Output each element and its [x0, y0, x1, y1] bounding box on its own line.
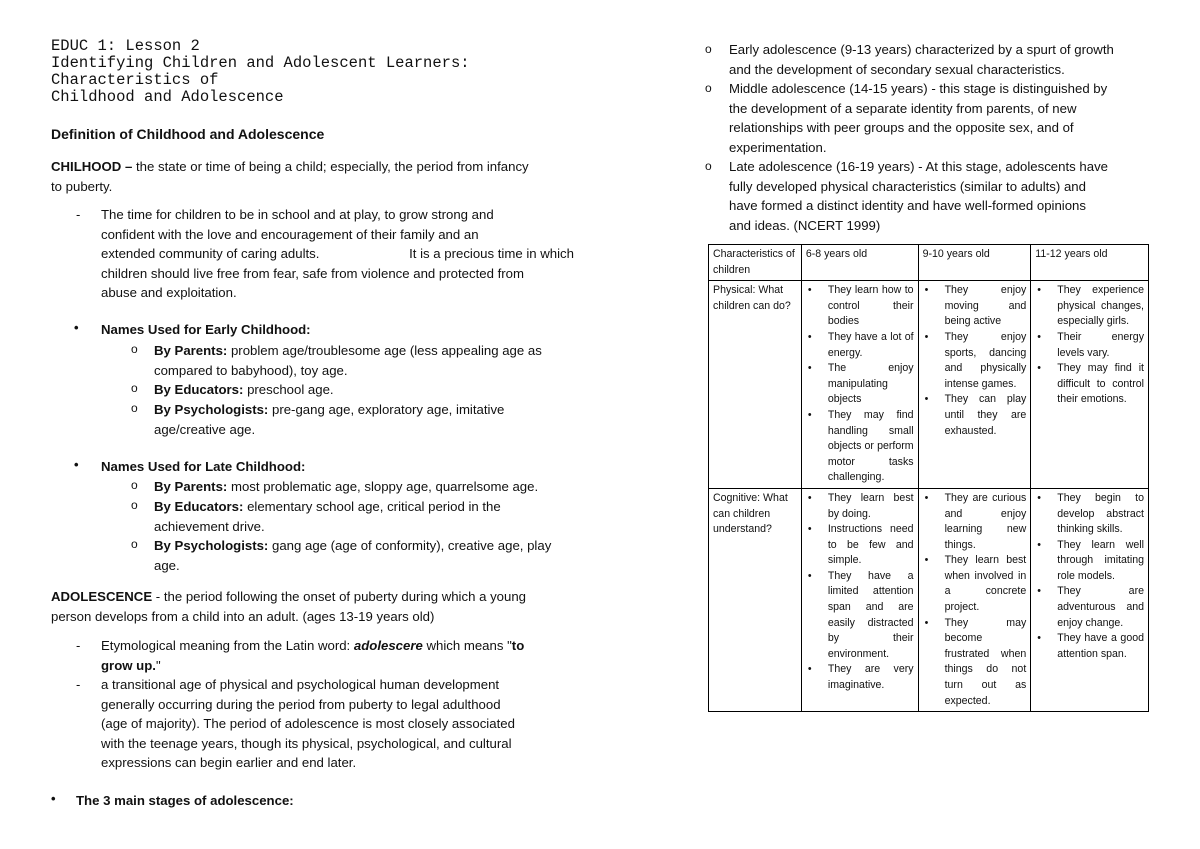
text-line: abuse and exploitation.: [101, 285, 237, 300]
late-psychologists: [154, 536, 574, 575]
early-childhood-heading: Names Used for Early Childhood:: [101, 322, 311, 337]
adolescence-term: ADOLESCENCE: [51, 589, 153, 604]
text-line: and the development of secondary sexual characteristics.: [729, 61, 1065, 77]
text-segment: It is a precious time in which: [409, 246, 574, 261]
list-item: • Instructions need to be few and simple.: [806, 522, 914, 569]
psychologists-text: age/creative age.: [154, 421, 256, 437]
table-row: [709, 488, 1149, 711]
table-row: [709, 281, 1149, 489]
circle-bullet: o: [131, 342, 138, 356]
educators-text: achievement drive.: [154, 518, 265, 534]
etymology-bullet: [101, 636, 574, 675]
circle-bullet: o: [131, 498, 138, 512]
table-header-row: [709, 245, 1149, 281]
list-item: • They may find it difficult to control their emotions.: [1035, 361, 1144, 408]
table-cell: [1031, 488, 1149, 711]
list-item: • They have a good attention span.: [1035, 631, 1144, 662]
text-line: and ideas. (NCERT 1999): [729, 217, 881, 233]
transitional-bullet: [101, 675, 574, 773]
list-item: • The enjoy manipulating objects: [806, 361, 914, 408]
etymology-mid: which means ": [426, 638, 512, 653]
table-cell: [801, 281, 918, 489]
psychologists-text: gang age (age of conformity), creative age, play: [272, 538, 552, 553]
text-line: The time for children to be in school and at play, to grow strong and: [101, 207, 494, 222]
stage-middle: [729, 79, 1149, 157]
dash-bullet: -: [76, 638, 81, 653]
list-item: • They have a limited attention span and are easily distracted by their environment.: [806, 569, 914, 663]
adolescence-def-line1: - the period following the onset of puberty during which a young: [155, 589, 527, 604]
text-line: (age of majority). The period of adolescence is most closely associated: [101, 716, 515, 731]
latin-word: adolescere: [353, 638, 423, 653]
parents-text: compared to babyhood), toy age.: [154, 362, 348, 378]
text-line: children should live free from fear, safe from violence and protected from: [101, 265, 524, 281]
early-educators: [154, 380, 574, 400]
list-item: • They learn best when involved in a concrete project.: [923, 553, 1027, 615]
lesson-title-line2: Childhood and Adolescence: [51, 88, 284, 106]
educators-label: By Educators:: [154, 382, 244, 397]
table-cell: [918, 281, 1031, 489]
text-line: Early adolescence (9-13 years) characterized by a spurt of growth: [729, 42, 1114, 57]
header-cell: Characteristics of children: [709, 245, 802, 281]
list-item: • They enjoy moving and being active: [923, 283, 1027, 330]
educators-text: elementary school age, critical period in the: [247, 499, 501, 514]
parents-text: problem age/troublesome age (less appealing age as: [230, 343, 542, 358]
circle-bullet: o: [131, 537, 138, 551]
text-line: fully developed physical characteristics (similar to adults) and: [729, 178, 1086, 194]
text-line: Middle adolescence (14-15 years) - this stage is distinguished by: [729, 81, 1108, 96]
table-cell: [801, 488, 918, 711]
circle-bullet: o: [131, 478, 138, 492]
early-parents: [154, 341, 574, 380]
adolescence-def-line2: person develops from a child into an adult. (ages 13-19 years old): [51, 608, 435, 624]
educators-text: preschool age.: [247, 382, 334, 397]
text-line: confident with the love and encouragement of their family and an: [101, 226, 479, 242]
parents-text: most problematic age, sloppy age, quarrelsome age.: [230, 479, 539, 494]
childhood-term: CHILHOOD –: [51, 159, 133, 174]
childhood-bullet: [101, 205, 574, 303]
text-line: relationships with peer groups and the opposite sex, and of: [729, 120, 1074, 135]
table-cell: [918, 488, 1031, 711]
text-line: generally occurring during the period from puberty to legal adulthood: [101, 696, 501, 712]
header-cell: 9-10 years old: [918, 245, 1031, 281]
text-line: Late adolescence (16-19 years) - At this stage, adolescents have: [729, 159, 1108, 174]
list-item: • They experience physical changes, especially girls.: [1035, 283, 1144, 330]
list-item: • Their energy levels vary.: [1035, 330, 1144, 361]
lesson-title-line1: Identifying Children and Adolescent Learners: Characteristics of: [51, 54, 470, 89]
stages-heading: The 3 main stages of adolescence:: [76, 793, 294, 808]
parents-label: By Parents:: [154, 343, 228, 358]
text-segment: extended community of caring adults.: [101, 246, 320, 261]
list-item: • They enjoy sports, dancing and physically intense games.: [923, 330, 1027, 392]
late-educators: [154, 497, 574, 536]
closing-quote: ": [155, 657, 161, 673]
list-item: • They may become frustrated when things do not turn out as expected.: [923, 616, 1027, 710]
list-item: • They learn best by doing.: [806, 491, 914, 522]
circle-bullet: o: [131, 381, 138, 395]
early-psychologists: [154, 400, 574, 439]
list-item: • They have a lot of energy.: [806, 330, 914, 361]
dash-bullet: -: [76, 677, 81, 692]
text-line: the development of a separate identity from parents, of new: [729, 100, 1077, 116]
table-cell: [1031, 281, 1149, 489]
row-label: Cognitive: What can children understand?: [709, 488, 802, 711]
list-item: • They can play until they are exhausted.: [923, 392, 1027, 439]
meaning-text: grow up.: [101, 657, 156, 673]
parents-label: By Parents:: [154, 479, 228, 494]
psychologists-label: By Psychologists:: [154, 538, 269, 553]
list-item: • They may find handling small objects or perform motor tasks challenging.: [806, 408, 914, 486]
etymology-prefix: Etymological meaning from the Latin word:: [101, 638, 351, 653]
list-item: • They are curious and enjoy learning new things.: [923, 491, 1027, 553]
bullet-dot: •: [51, 791, 56, 806]
stage-late: [729, 157, 1149, 235]
text-line: with the teenage years, though its physical, psychological, and cultural: [101, 735, 512, 751]
document-header: [51, 38, 591, 106]
circle-bullet: o: [705, 159, 712, 173]
psychologists-label: By Psychologists:: [154, 402, 269, 417]
childhood-def-line1: the state or time of being a child; especially, the period from infancy: [136, 159, 529, 174]
row-label: Physical: What children can do?: [709, 281, 802, 489]
header-cell: 11-12 years old: [1031, 245, 1149, 281]
list-item: • They learn how to control their bodies: [806, 283, 914, 330]
list-item: • They learn well through imitating role models.: [1035, 538, 1144, 585]
circle-bullet: o: [705, 42, 712, 56]
educators-label: By Educators:: [154, 499, 244, 514]
header-cell: 6-8 years old: [801, 245, 918, 281]
late-parents: [154, 477, 574, 497]
psychologists-text: pre-gang age, exploratory age, imitative: [272, 402, 505, 417]
circle-bullet: o: [705, 81, 712, 95]
stage-early: [729, 40, 1149, 79]
late-childhood-heading: Names Used for Late Childhood:: [101, 459, 306, 474]
meaning-text: to: [511, 638, 525, 653]
list-item: • They are very imaginative.: [806, 662, 914, 693]
circle-bullet: o: [131, 401, 138, 415]
bullet-dot: •: [74, 320, 79, 335]
list-item: • They begin to develop abstract thinking skills.: [1035, 491, 1144, 538]
section-title: Definition of Childhood and Adolescence: [51, 126, 325, 142]
text-line: a transitional age of physical and psychological human development: [101, 677, 500, 692]
adolescence-definition: [51, 587, 576, 626]
text-line: experimentation.: [729, 139, 827, 155]
childhood-def-line2: to puberty.: [51, 178, 113, 194]
list-item: • They are adventurous and enjoy change.: [1035, 584, 1144, 631]
bullet-dot: •: [74, 457, 79, 472]
text-line: have formed a distinct identity and have well-formed opinions: [729, 198, 1086, 213]
course-label: EDUC 1: Lesson 2: [51, 37, 200, 55]
childhood-definition: [51, 157, 576, 196]
text-line: [101, 244, 574, 264]
dash-bullet: -: [76, 207, 81, 222]
psychologists-text: age.: [154, 557, 180, 573]
text-line: expressions can begin earlier and end later.: [101, 755, 357, 770]
characteristics-table: [708, 244, 1149, 712]
